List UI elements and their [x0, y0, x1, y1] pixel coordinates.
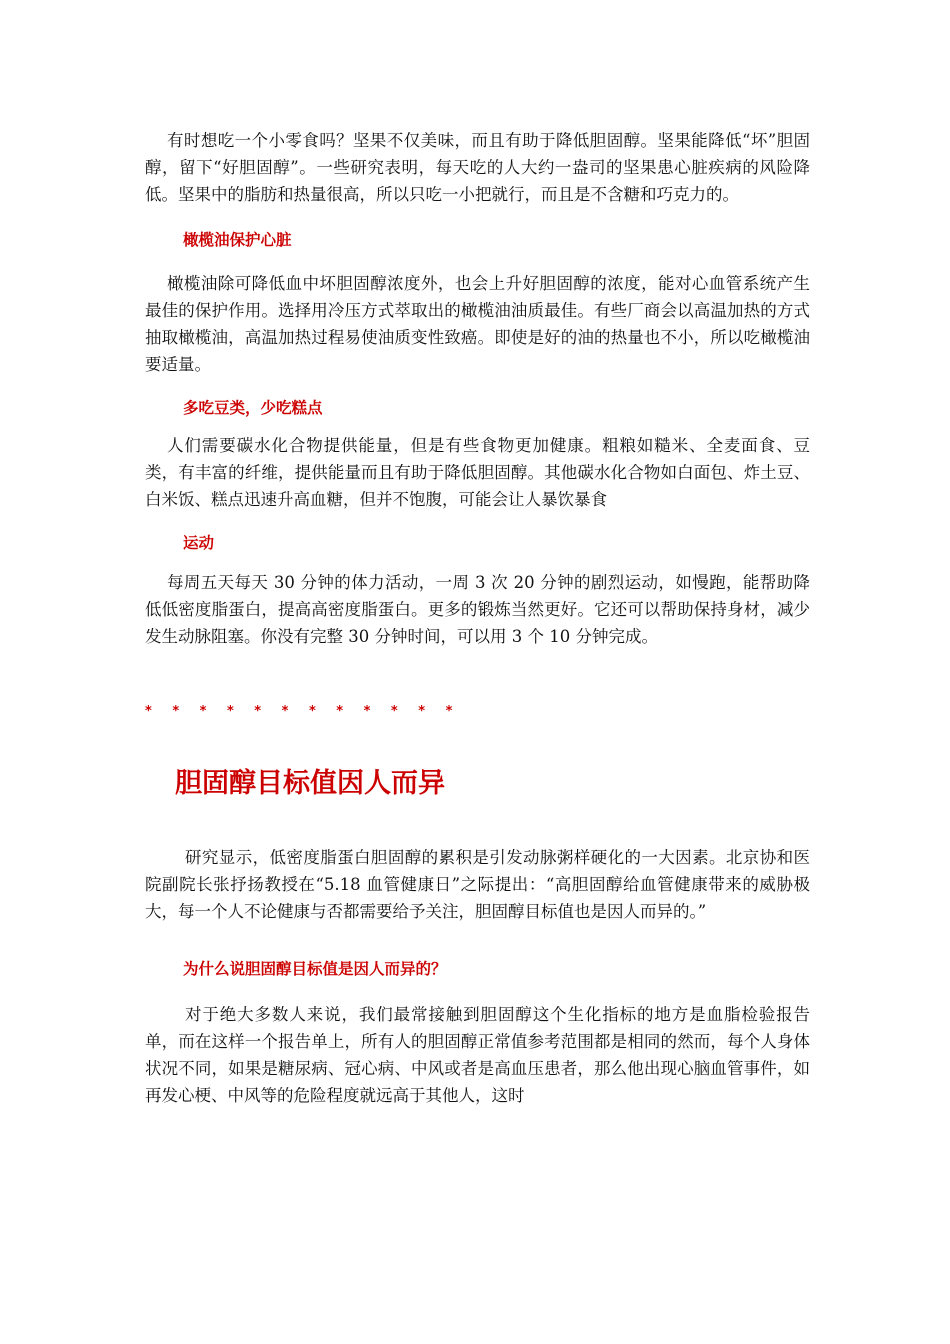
why-heading: 为什么说胆固醇目标值是因人而异的？ — [183, 960, 447, 978]
nuts-paragraph: 有时想吃一个小零食吗？坚果不仅美味，而且有助于降低胆固醇。坚果能降低“坏”胆固醇，留下“好胆固醇”。一些研究表明，每天吃的人大约一盎司的坚果患心脏疾病的风险降低。坚果中的脂肪和热量很高，所以只吃一小把就行，而且是不含糖和巧克力的。 — [145, 131, 810, 204]
beans-paragraph: 人们需要碳水化合物提供能量，但是有些食物更加健康。粗粮如糙米、全麦面食、豆类，有丰富的纤维，提供能量而且有助于降低胆固醇。其他碳水化合物如白面包、炸土豆、白米饭、糕点迅速升高血糖，但并不饱腹，可能会让人暴饮暴食 — [145, 436, 810, 509]
why-paragraph: 对于绝大多数人来说，我们最常接触到胆固醇这个生化指标的地方是血脂检验报告单，而在这样一个报告单上，所有人的胆固醇正常值参考范围都是相同的然而，每个人身体状况不同，如果是糖尿病、冠心病、中风或者是高血压患者，那么他出现心脑血管事件，如再发心梗、中风等的危险程度就远高于其他人，这时 — [145, 1005, 810, 1105]
exercise-heading: 运动 — [183, 534, 215, 552]
star-divider: * * * * * * * * * * * * — [145, 704, 461, 719]
olive-oil-heading: 橄榄油保护心脏 — [183, 231, 292, 249]
olive-oil-paragraph: 橄榄油除可降低血中坏胆固醇浓度外，也会上升好胆固醇的浓度，能对心血管系统产生最佳的保护作用。选择用冷压方式萃取出的橄榄油油质最佳。有些厂商会以高温加热的方式抽取橄榄油，高温加热过程易使油质变性致癌。即使是好的油的热量也不小，所以吃橄榄油要适量。 — [145, 274, 810, 374]
document-page — [145, 120, 810, 1109]
beans-heading: 多吃豆类，少吃糕点 — [183, 399, 323, 417]
intro-paragraph: 研究显示，低密度脂蛋白胆固醇的累积是引发动脉粥样硬化的一大因素。北京协和医院副院长张抒扬教授在“5.18 血管健康日”之际提出：“高胆固醇给血管健康带来的威胁极大，每一个人不论健康与否都需要给予关注，胆固醇目标值也是因人而异的。” — [145, 848, 810, 921]
exercise-paragraph: 每周五天每天 30 分钟的体力活动，一周 3 次 20 分钟的剧烈运动，如慢跑，能帮助降低低密度脂蛋白，提高高密度脂蛋白。更多的锻炼当然更好。它还可以帮助保持身材，减少发生动脉阻塞。你没有完整 30 分钟时间，可以用 3 个 10 分钟完成。 — [145, 573, 810, 646]
section-title: 胆固醇目标值因人而异 — [175, 768, 445, 799]
